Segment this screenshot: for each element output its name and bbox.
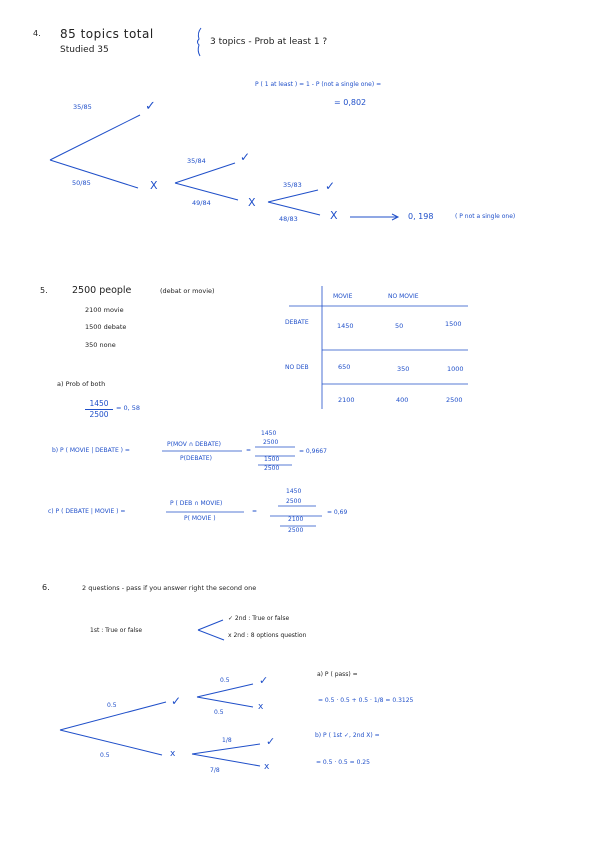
tree4-cross-2: X xyxy=(248,196,256,209)
problem-5-title: 2500 people xyxy=(72,285,132,296)
tree4-label-1-bottom: 50/85 xyxy=(72,179,91,187)
tree6-label-1-top: 0.5 xyxy=(107,702,117,709)
tree4-branch-2-bottom xyxy=(175,183,238,200)
tree6-branch-3-top xyxy=(192,744,260,754)
problem-6-b-calc: = 0.5 · 0.5 = 0.25 xyxy=(316,759,370,766)
tree6-label-1-bottom: 0.5 xyxy=(100,752,110,759)
tree4-label-3-bottom: 48/83 xyxy=(279,215,298,223)
equals-sign: = xyxy=(252,508,258,515)
tree6-label-3-top: 1/8 xyxy=(222,737,232,744)
table-cell: 1500 xyxy=(445,320,462,328)
problem-6-a-calc: = 0.5 · 0.5 + 0.5 · 1/8 = 0.3125 xyxy=(318,697,414,704)
problem-6-first-label: 1st : True or false xyxy=(90,627,143,634)
table-cell: 50 xyxy=(395,322,404,330)
tree4-arrow-value: 0, 198 xyxy=(408,212,434,221)
problem-6-a-label: a) P ( pass) = xyxy=(317,671,358,678)
table-cell: 650 xyxy=(338,363,351,371)
tree6-options-top xyxy=(198,620,223,630)
tree4-arrow-note: ( P not a single one) xyxy=(455,213,516,220)
problem-4-number: 4. xyxy=(33,29,41,38)
tree4-branch-1-top xyxy=(50,115,140,160)
tree4-cross-1: X xyxy=(150,179,158,192)
problem-5-a-label: a) Prob of both xyxy=(57,380,106,388)
table-col-header: MOVIE xyxy=(333,293,353,300)
tree6-branch-3-bottom xyxy=(192,754,260,766)
table-cell: 350 xyxy=(397,365,410,373)
tree6-label-3-bottom: 7/8 xyxy=(210,767,220,774)
tree4-branch-3-top xyxy=(268,190,318,202)
problem-4-line-2: Studied 35 xyxy=(60,45,109,55)
tree4-branch-3-bottom xyxy=(268,202,320,215)
problem-5-c-label: c) P ( DEBATE | MOVIE ) = xyxy=(48,508,126,515)
problem-5-c-result: = 0,69 xyxy=(327,509,348,516)
problem-4-line-1: 85 topics total xyxy=(60,27,154,41)
table-cell: 1450 xyxy=(337,322,354,330)
table-row-header: NO DEB xyxy=(285,364,309,371)
table-total: 400 xyxy=(396,396,409,404)
problem-4-result: = 0,802 xyxy=(334,98,367,107)
brace-symbol xyxy=(198,28,202,56)
problem-5-c-frac-num-bot: 2500 xyxy=(286,498,302,505)
tree4-label-2-top: 35/84 xyxy=(187,157,206,165)
problem-5-a-result: = 0, 58 xyxy=(116,404,141,412)
table-total: 2500 xyxy=(446,396,463,404)
problem-6-b-label: b) P ( 1st ✓, 2nd X) = xyxy=(315,732,380,739)
problem-5-c-numerator: P ( DEB ∩ MOVIE) xyxy=(170,500,223,507)
problem-5-c-frac-den-bot: 2500 xyxy=(288,527,304,534)
problem-5-b-frac-den-top: 1500 xyxy=(264,456,280,463)
tree4-cross-3: X xyxy=(330,209,338,222)
tree6-branch-2-top xyxy=(197,684,253,697)
tree6-cross-2: x xyxy=(258,702,264,712)
fraction-numerator: 1450 xyxy=(89,399,109,408)
table-row-header: DEBATE xyxy=(285,319,309,326)
tree6-branch-2-bottom xyxy=(197,697,253,707)
tree4-branch-1-bottom xyxy=(50,160,138,188)
problem-6-option-cross: x 2nd : 8 options question xyxy=(228,632,307,639)
problem-5-list-item: 1500 debate xyxy=(85,323,127,331)
tree6-cross-3: x xyxy=(264,762,270,772)
tree4-label-1-top: 35/85 xyxy=(73,103,92,111)
problem-6-option-check: ✓ 2nd : True or false xyxy=(228,615,290,622)
table-col-header: NO MOVIE xyxy=(388,293,419,300)
problem-5-b-result: = 0,9667 xyxy=(299,448,327,455)
equals-sign: = xyxy=(246,447,252,454)
problem-4-question: 3 topics - Prob at least 1 ? xyxy=(210,37,328,47)
fraction-denominator: 2500 xyxy=(89,409,109,419)
problem-5-number: 5. xyxy=(40,286,48,295)
tree4-check-2: ✓ xyxy=(240,150,251,164)
problem-5-b-denominator: P(DEBATE) xyxy=(180,455,212,462)
problem-5-b-frac-num-bot: 2500 xyxy=(263,439,279,446)
problem-6-number: 6. xyxy=(42,583,50,592)
problem-5-a-fraction xyxy=(85,400,113,418)
tree4-label-3-top: 35/83 xyxy=(283,181,302,189)
problem-5-b-label: b) P ( MOVIE | DEBATE ) = xyxy=(52,447,130,454)
problem-5-c-frac-num-top: 1450 xyxy=(286,488,302,495)
tree6-check-3: ✓ xyxy=(266,735,276,748)
tree4-check-1: ✓ xyxy=(145,99,156,114)
problem-5-c-frac-den-top: 2100 xyxy=(288,516,304,523)
tree6-cross-1: x xyxy=(170,749,176,759)
tree4-branch-2-top xyxy=(175,163,235,183)
problem-5-list-item: 350 none xyxy=(85,341,116,349)
tree4-check-3: ✓ xyxy=(325,179,336,193)
table-total: 2100 xyxy=(338,396,355,404)
problem-4-formula: P ( 1 at least ) = 1 - P (not a single one) = xyxy=(255,81,382,88)
tree4-label-2-bottom: 49/84 xyxy=(192,199,211,207)
tree6-check-2: ✓ xyxy=(259,674,269,687)
tree6-check-1: ✓ xyxy=(171,694,182,708)
table-cell: 1000 xyxy=(447,365,464,373)
tree6-label-2-top: 0.5 xyxy=(220,677,230,684)
problem-5-b-frac-den-bot: 2500 xyxy=(264,465,280,472)
tree6-options-bottom xyxy=(198,630,224,640)
problem-5-c-denominator: P( MOVIE ) xyxy=(184,515,216,522)
problem-5-b-frac-num-top: 1450 xyxy=(261,430,277,437)
problem-5-title-note: (debat or movie) xyxy=(160,287,215,295)
tree6-label-2-bottom: 0.5 xyxy=(214,709,224,716)
tree6-branch-1-bottom xyxy=(60,730,162,755)
problem-5-b-numerator: P(MOV ∩ DEBATE) xyxy=(167,441,222,448)
problem-5-list-item: 2100 movie xyxy=(85,306,124,314)
problem-6-title: 2 questions - pass if you answer right the second one xyxy=(82,584,257,592)
